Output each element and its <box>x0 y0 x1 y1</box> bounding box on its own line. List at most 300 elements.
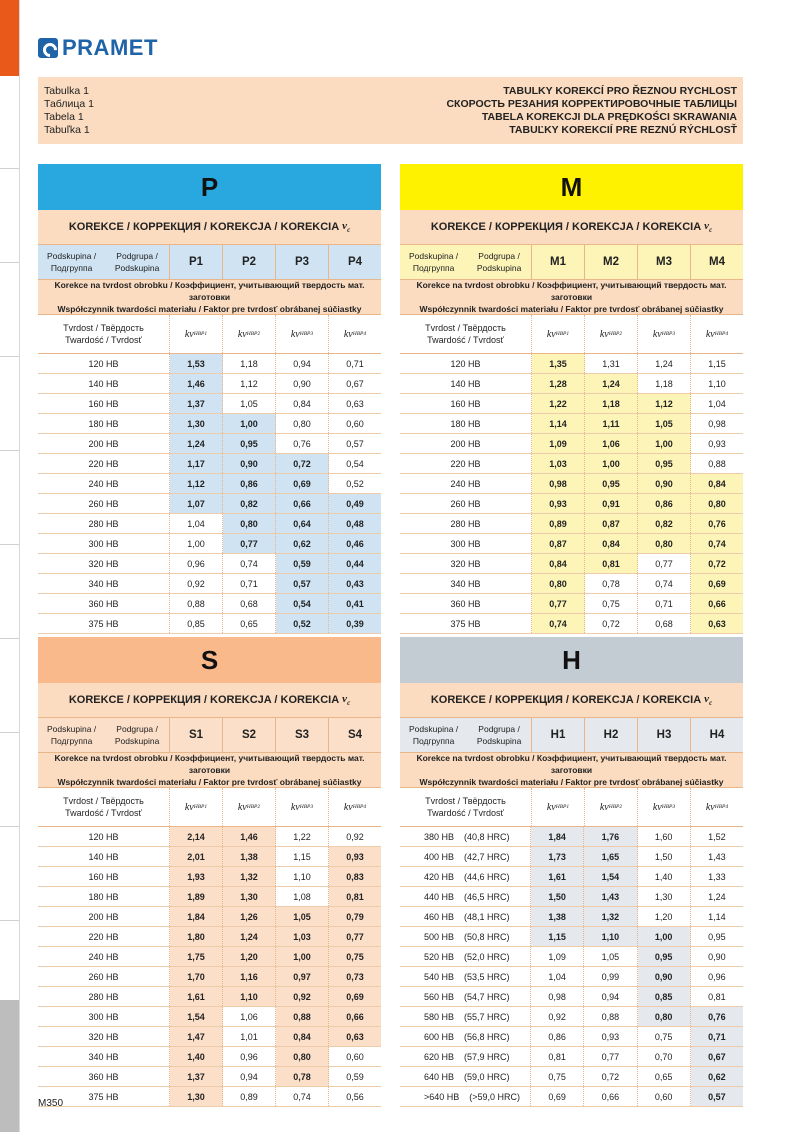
hardness-label <box>38 534 170 553</box>
kv-cell: 1,15 <box>531 927 584 946</box>
kv-cell: 1,03 <box>532 454 585 473</box>
hardness-label <box>38 1027 170 1046</box>
kv-symbol: kv <box>237 801 247 813</box>
side-tab-divider <box>0 732 19 733</box>
kv-cell: 0,60 <box>346 418 364 429</box>
hardness-value: 180 HB <box>450 418 481 429</box>
subgroup-label-line: Podskupina / Подгруппа <box>409 724 459 746</box>
kv-header <box>691 788 743 826</box>
kv-cell: 0,93 <box>329 847 381 866</box>
hardness-value: 340 HB <box>450 578 481 589</box>
kv-cell: 0,95 <box>708 931 726 942</box>
kv-cell: 1,00 <box>638 927 691 946</box>
kv-cell: 2,01 <box>170 847 223 866</box>
subgroup-m3: M3 <box>638 245 691 279</box>
kv-cell: 0,56 <box>346 1091 364 1102</box>
hardness-label <box>38 967 170 986</box>
hardness-value: 280 HB <box>88 991 119 1002</box>
hardness-note-line: Współczynnik twardości materiału / Faktor pre tvrdosť obrábanej súčiastky <box>57 304 362 314</box>
kv-cell: 0,71 <box>638 594 691 613</box>
hardness-value: 120 HB <box>88 831 119 842</box>
table-row <box>38 927 381 947</box>
kv-cell: 0,62 <box>276 534 329 553</box>
hardness-label <box>400 414 532 433</box>
hardness-value: 400 HB <box>424 851 455 862</box>
hardness-value: 220 HB <box>450 458 481 469</box>
kv-cell: 0,94 <box>223 1067 276 1086</box>
kv-cell: 0,83 <box>329 867 381 886</box>
kv-cell: 1,07 <box>170 494 223 513</box>
kv-cell: 0,64 <box>276 514 329 533</box>
kv-cell: 1,73 <box>531 847 584 866</box>
kv-cell: 1,40 <box>170 1047 223 1066</box>
kv-cell: 0,87 <box>585 514 638 533</box>
table-row <box>38 414 381 434</box>
side-tab-divider <box>0 262 19 263</box>
table-row <box>400 867 743 887</box>
kv-cell: 0,80 <box>638 534 691 553</box>
hardness-value: 360 HB <box>450 598 481 609</box>
kv-cell: 0,92 <box>531 1007 584 1026</box>
kv-cell: 0,78 <box>585 574 638 593</box>
hardness-label <box>400 434 532 453</box>
vc-symbol-letter: v <box>704 219 710 232</box>
kv-cell: 0,76 <box>276 434 329 453</box>
kv-cell: 0,85 <box>170 614 223 633</box>
hardness-note <box>38 753 381 788</box>
kv-header <box>329 315 381 353</box>
hardness-value: 560 HB <box>424 991 455 1002</box>
kv-cell: 1,00 <box>638 434 691 453</box>
hardness-label <box>38 374 170 393</box>
kv-cell: 0,75 <box>531 1067 584 1086</box>
subgroup-s1: S1 <box>170 718 223 752</box>
hardness-value: 440 HB <box>424 891 455 902</box>
table-row <box>38 374 381 394</box>
hardness-value: 300 HB <box>88 538 119 549</box>
table-row <box>38 967 381 987</box>
hardness-value: 360 HB <box>88 1071 119 1082</box>
hrc-value: (52,0 HRC) <box>464 951 510 962</box>
kv-cell: 0,92 <box>346 831 364 842</box>
table-row <box>400 414 743 434</box>
kv-cell: 1,05 <box>276 907 329 926</box>
kv-header <box>532 315 585 353</box>
kv-header <box>638 788 691 826</box>
kv-cell: 0,98 <box>708 418 726 429</box>
kv-cell: 0,84 <box>532 554 585 573</box>
subgroup-row <box>38 718 381 753</box>
kv-cell: 0,69 <box>531 1087 584 1106</box>
kv-cell: 0,91 <box>585 494 638 513</box>
hardness-header-line: Twardość / Tvrdosť <box>427 335 504 345</box>
table-row <box>400 1047 743 1067</box>
side-tab-divider <box>0 920 19 921</box>
kv-cell: 1,54 <box>584 867 637 886</box>
hardness-header-line: Tvrdost / Твёрдость <box>425 323 506 333</box>
table-row <box>400 927 743 947</box>
kv-cell: 0,66 <box>691 594 743 613</box>
vc-symbol <box>704 693 712 707</box>
kv-cell: 1,09 <box>531 947 584 966</box>
table-row <box>38 354 381 374</box>
hardness-value: 240 HB <box>88 951 119 962</box>
kv-cell: 0,60 <box>346 1051 364 1062</box>
kv-cell: 0,74 <box>532 614 585 633</box>
kv-cell: 1,50 <box>638 847 691 866</box>
title-right-line: TABELA KOREKCJI DLA PRĘDKOŚCI SKRAWANIA <box>481 111 737 123</box>
kv-cell: 1,61 <box>531 867 584 886</box>
kv-symbol: kv <box>599 801 609 813</box>
hardness-value: 120 HB <box>450 358 481 369</box>
kv-cell: 0,80 <box>276 414 329 433</box>
hardness-header-line: Tvrdost / Твёрдость <box>63 323 144 333</box>
kv-cell: 0,54 <box>276 594 329 613</box>
side-tab-divider <box>0 450 19 451</box>
hardness-header-text <box>63 795 144 819</box>
kv-cell: 1,10 <box>708 378 726 389</box>
hrc-value: (42,7 HRC) <box>464 851 510 862</box>
hardness-value: 240 HB <box>450 478 481 489</box>
kv-subscript: HBP3 <box>299 331 314 337</box>
kv-cell: 1,00 <box>223 414 276 433</box>
vc-symbol <box>342 220 350 234</box>
correction-title <box>38 683 381 718</box>
kv-symbol: kv <box>184 328 194 340</box>
kv-cell: 1,30 <box>170 1087 223 1106</box>
kv-cell: 1,18 <box>585 394 638 413</box>
hardness-value: 300 HB <box>88 1011 119 1022</box>
kv-cell: 0,80 <box>691 494 743 513</box>
kv-cell: 0,69 <box>329 987 381 1006</box>
kv-cell: 0,66 <box>584 1087 637 1106</box>
hrc-value: (59,0 HRC) <box>464 1071 510 1082</box>
hardness-note-line: Współczynnik twardości materiału / Faktor pre tvrdosť obrábanej súčiastky <box>419 777 724 787</box>
hardness-label <box>38 867 170 886</box>
hardness-label <box>400 1047 531 1066</box>
kv-cell: 0,52 <box>276 614 329 633</box>
kv-cell: 1,18 <box>223 354 276 373</box>
hardness-value: 280 HB <box>450 518 481 529</box>
hardness-note-text <box>38 752 381 788</box>
kv-cell: 1,10 <box>276 867 329 886</box>
kv-symbol: kv <box>546 328 556 340</box>
hardness-label <box>400 374 532 393</box>
kv-cell: 0,65 <box>638 1067 691 1086</box>
kv-cell: 0,81 <box>585 554 638 573</box>
kv-cell: 0,72 <box>276 454 329 473</box>
kv-cell: 0,65 <box>223 614 276 633</box>
side-tab-divider <box>0 168 19 169</box>
kv-cell: 1,32 <box>584 907 637 926</box>
kv-cell: 1,14 <box>532 414 585 433</box>
kv-cell: 1,17 <box>170 454 223 473</box>
kv-cell: 0,72 <box>691 554 743 573</box>
hrc-value: (40,8 HRC) <box>464 831 510 842</box>
hardness-label <box>38 947 170 966</box>
kv-symbol: kv <box>184 801 194 813</box>
hardness-header-text <box>425 322 506 346</box>
title-box <box>38 77 743 144</box>
kv-cell: 0,90 <box>708 951 726 962</box>
kv-cell: 0,96 <box>223 1047 276 1066</box>
kv-cell: 1,43 <box>584 887 637 906</box>
kv-cell: 1,00 <box>170 534 223 553</box>
kv-cell: 0,74 <box>691 534 743 553</box>
hardness-value: 260 HB <box>450 498 481 509</box>
kv-cell: 0,48 <box>329 514 381 533</box>
kv-cell: 1,00 <box>276 947 329 966</box>
hardness-label <box>38 1007 170 1026</box>
hardness-header-line: Tvrdost / Твёрдость <box>63 796 144 806</box>
subgroup-row <box>38 245 381 280</box>
title-left-line: Tabuľka 1 <box>44 124 90 136</box>
kv-cell: 1,47 <box>170 1027 223 1046</box>
kv-cell: 1,22 <box>532 394 585 413</box>
hardness-value: 200 HB <box>88 911 119 922</box>
kv-cell: 1,04 <box>531 967 584 986</box>
kv-cell: 0,62 <box>691 1067 743 1086</box>
hardness-value: 300 HB <box>450 538 481 549</box>
hardness-value: 160 HB <box>88 398 119 409</box>
title-right-line: СКОРОСТЬ РЕЗАНИЯ КОРРЕКТИРОВОЧНЫЕ ТАБЛИЦЫ <box>446 98 737 110</box>
hardness-label <box>400 514 532 533</box>
subgroup-label-line: Podskupina / Подгруппа <box>47 724 97 746</box>
hardness-label <box>38 394 170 413</box>
hardness-value: 200 HB <box>450 438 481 449</box>
kv-header <box>170 315 223 353</box>
hardness-value: 640 HB <box>424 1071 455 1082</box>
kv-cell: 0,77 <box>638 554 691 573</box>
table-row <box>400 847 743 867</box>
kv-cell: 1,24 <box>708 891 726 902</box>
table-row <box>400 514 743 534</box>
kv-cell: 0,57 <box>276 574 329 593</box>
table-row <box>38 1007 381 1027</box>
hardness-note-line: Korekce na tvrdost obrobku / Коэффициент, учитывающий твердость мат. заготовки <box>416 753 727 775</box>
hardness-value: 420 HB <box>424 871 455 882</box>
kv-cell: 0,86 <box>223 474 276 493</box>
kv-header <box>691 315 743 353</box>
kv-cell: 1,46 <box>170 374 223 393</box>
kv-cell: 1,33 <box>708 871 726 882</box>
kv-cell: 1,24 <box>170 434 223 453</box>
kv-subscript: HBP1 <box>193 804 208 810</box>
kv-cell: 1,10 <box>584 927 637 946</box>
table-row <box>38 494 381 514</box>
kv-cell: 0,77 <box>584 1047 637 1066</box>
hardness-label <box>400 927 531 946</box>
correction-title <box>400 683 743 718</box>
hardness-header <box>38 788 170 826</box>
kv-cell: 1,76 <box>584 827 637 846</box>
kv-header <box>276 788 329 826</box>
hardness-label <box>38 927 170 946</box>
kv-cell: 0,90 <box>276 374 329 393</box>
hardness-value: 340 HB <box>88 578 119 589</box>
kv-cell: 0,66 <box>276 494 329 513</box>
table-row <box>38 867 381 887</box>
kv-cell: 1,50 <box>531 887 584 906</box>
hardness-label <box>38 494 170 513</box>
hrc-value: (48,1 HRC) <box>464 911 510 922</box>
kv-cell: 0,98 <box>531 987 584 1006</box>
kv-cell: 0,78 <box>276 1067 329 1086</box>
kv-subscript: HBP3 <box>299 804 314 810</box>
kv-cell: 0,54 <box>346 458 364 469</box>
table-row <box>400 454 743 474</box>
kv-header <box>170 788 223 826</box>
kv-header <box>276 315 329 353</box>
kv-cell: 0,95 <box>638 947 691 966</box>
title-left-line: Tabulka 1 <box>44 85 89 97</box>
kv-cell: 1,38 <box>531 907 584 926</box>
side-tab-divider <box>0 638 19 639</box>
table-row <box>38 1027 381 1047</box>
kv-cell: 1,65 <box>584 847 637 866</box>
kv-cell: 0,59 <box>276 554 329 573</box>
table-row <box>400 1087 743 1107</box>
kv-cell: 0,75 <box>329 947 381 966</box>
kv-cell: 0,49 <box>329 494 381 513</box>
subgroup-m1: M1 <box>532 245 585 279</box>
table-row <box>38 947 381 967</box>
vc-symbol-letter: v <box>342 219 348 232</box>
kv-cell: 1,22 <box>276 827 329 846</box>
kv-cell: 1,93 <box>170 867 223 886</box>
kv-cell: 1,09 <box>532 434 585 453</box>
kv-cell: 0,96 <box>170 554 223 573</box>
kv-cell: 0,93 <box>708 438 726 449</box>
kv-cell: 1,35 <box>532 354 585 373</box>
table-row <box>38 907 381 927</box>
kv-cell: 0,88 <box>708 458 726 469</box>
vc-symbol <box>704 220 712 234</box>
kv-cell: 0,60 <box>638 1087 691 1106</box>
table-row <box>400 374 743 394</box>
hardness-note-text <box>38 279 381 315</box>
kv-symbol: kv <box>237 328 247 340</box>
kv-cell: 1,20 <box>223 947 276 966</box>
column-header-row <box>400 315 743 354</box>
kv-symbol: kv <box>290 801 300 813</box>
kv-cell: 0,73 <box>329 967 381 986</box>
kv-header <box>532 788 585 826</box>
kv-cell: 0,94 <box>584 987 637 1006</box>
table-row <box>400 554 743 574</box>
kv-cell: 0,63 <box>691 614 743 633</box>
kv-symbol: kv <box>546 801 556 813</box>
hardness-label <box>38 614 170 633</box>
kv-cell: 0,71 <box>223 574 276 593</box>
kv-cell: 1,52 <box>708 831 726 842</box>
kv-cell: 1,15 <box>276 847 329 866</box>
kv-cell: 0,76 <box>691 1007 743 1026</box>
kv-cell: 0,57 <box>691 1087 743 1106</box>
kv-cell: 0,39 <box>329 614 381 633</box>
table-row <box>400 827 743 847</box>
kv-cell: 1,84 <box>531 827 584 846</box>
hardness-value: 580 HB <box>424 1011 455 1022</box>
kv-cell: 0,95 <box>638 454 691 473</box>
kv-cell: 0,70 <box>638 1047 691 1066</box>
kv-cell: 0,94 <box>276 354 329 373</box>
kv-cell: 1,08 <box>276 887 329 906</box>
correction-text: KOREKCE / КОРРЕКЦИЯ / KOREKCJA / KOREKCIA <box>430 694 702 706</box>
hardness-label <box>400 867 531 886</box>
table-row <box>38 554 381 574</box>
kv-symbol: kv <box>599 328 609 340</box>
kv-cell: 1,38 <box>223 847 276 866</box>
hardness-value: 320 HB <box>88 1031 119 1042</box>
subgroup-m4: M4 <box>709 256 725 268</box>
hardness-label <box>400 354 532 373</box>
kv-cell: 1,14 <box>708 911 726 922</box>
side-tab-accent <box>0 0 19 76</box>
kv-cell: 0,87 <box>532 534 585 553</box>
kv-subscript: HBP4 <box>352 804 367 810</box>
subgroup-p2: P2 <box>223 245 276 279</box>
kv-symbol: kv <box>705 328 715 340</box>
kv-header <box>223 315 276 353</box>
hardness-value: 260 HB <box>88 498 119 509</box>
kv-cell: 1,24 <box>585 374 638 393</box>
hardness-label <box>400 947 531 966</box>
kv-cell: 0,98 <box>532 474 585 493</box>
kv-cell: 1,18 <box>638 374 691 393</box>
hardness-label <box>400 1027 531 1046</box>
hardness-value: 380 HB <box>424 831 455 842</box>
hardness-value: 140 HB <box>88 378 119 389</box>
kv-cell: 0,84 <box>691 474 743 493</box>
subgroup-p4: P4 <box>347 256 363 268</box>
hrc-value: (54,7 HRC) <box>464 991 510 1002</box>
title-right-line: TABULKY KOREKCÍ PRO ŘEZNOU RYCHLOST <box>503 85 737 97</box>
table-row <box>38 614 381 634</box>
kv-cell: 0,81 <box>531 1047 584 1066</box>
kv-cell: 0,85 <box>638 987 691 1006</box>
kv-cell: 0,88 <box>276 1007 329 1026</box>
hardness-label <box>400 1067 531 1086</box>
kv-cell: 0,68 <box>223 594 276 613</box>
table-row <box>38 987 381 1007</box>
kv-cell: 0,74 <box>223 554 276 573</box>
kv-symbol: kv <box>343 801 353 813</box>
kv-cell: 0,90 <box>638 967 691 986</box>
kv-cell: 1,01 <box>223 1027 276 1046</box>
hardness-label <box>38 1067 170 1086</box>
side-tab-divider <box>0 544 19 545</box>
subgroup-label-line: Podgrupa / Podskupina <box>114 251 160 273</box>
kv-cell: 0,80 <box>638 1007 691 1026</box>
kv-cell: 0,82 <box>638 514 691 533</box>
table-row <box>38 434 381 454</box>
hardness-note-text <box>400 279 743 315</box>
hardness-note <box>38 280 381 315</box>
kv-cell: 0,67 <box>346 378 364 389</box>
kv-subscript: HBP2 <box>608 331 623 337</box>
subgroup-h3: H3 <box>638 718 691 752</box>
table-row <box>400 967 743 987</box>
table-row <box>38 827 381 847</box>
kv-cell: 1,30 <box>638 887 691 906</box>
kv-cell: 1,28 <box>532 374 585 393</box>
hrc-value: (53,5 HRC) <box>464 971 510 982</box>
table-row <box>38 474 381 494</box>
kv-cell: 0,63 <box>329 1027 381 1046</box>
pramet-logo-icon <box>38 38 58 58</box>
kv-cell: 1,05 <box>584 947 637 966</box>
